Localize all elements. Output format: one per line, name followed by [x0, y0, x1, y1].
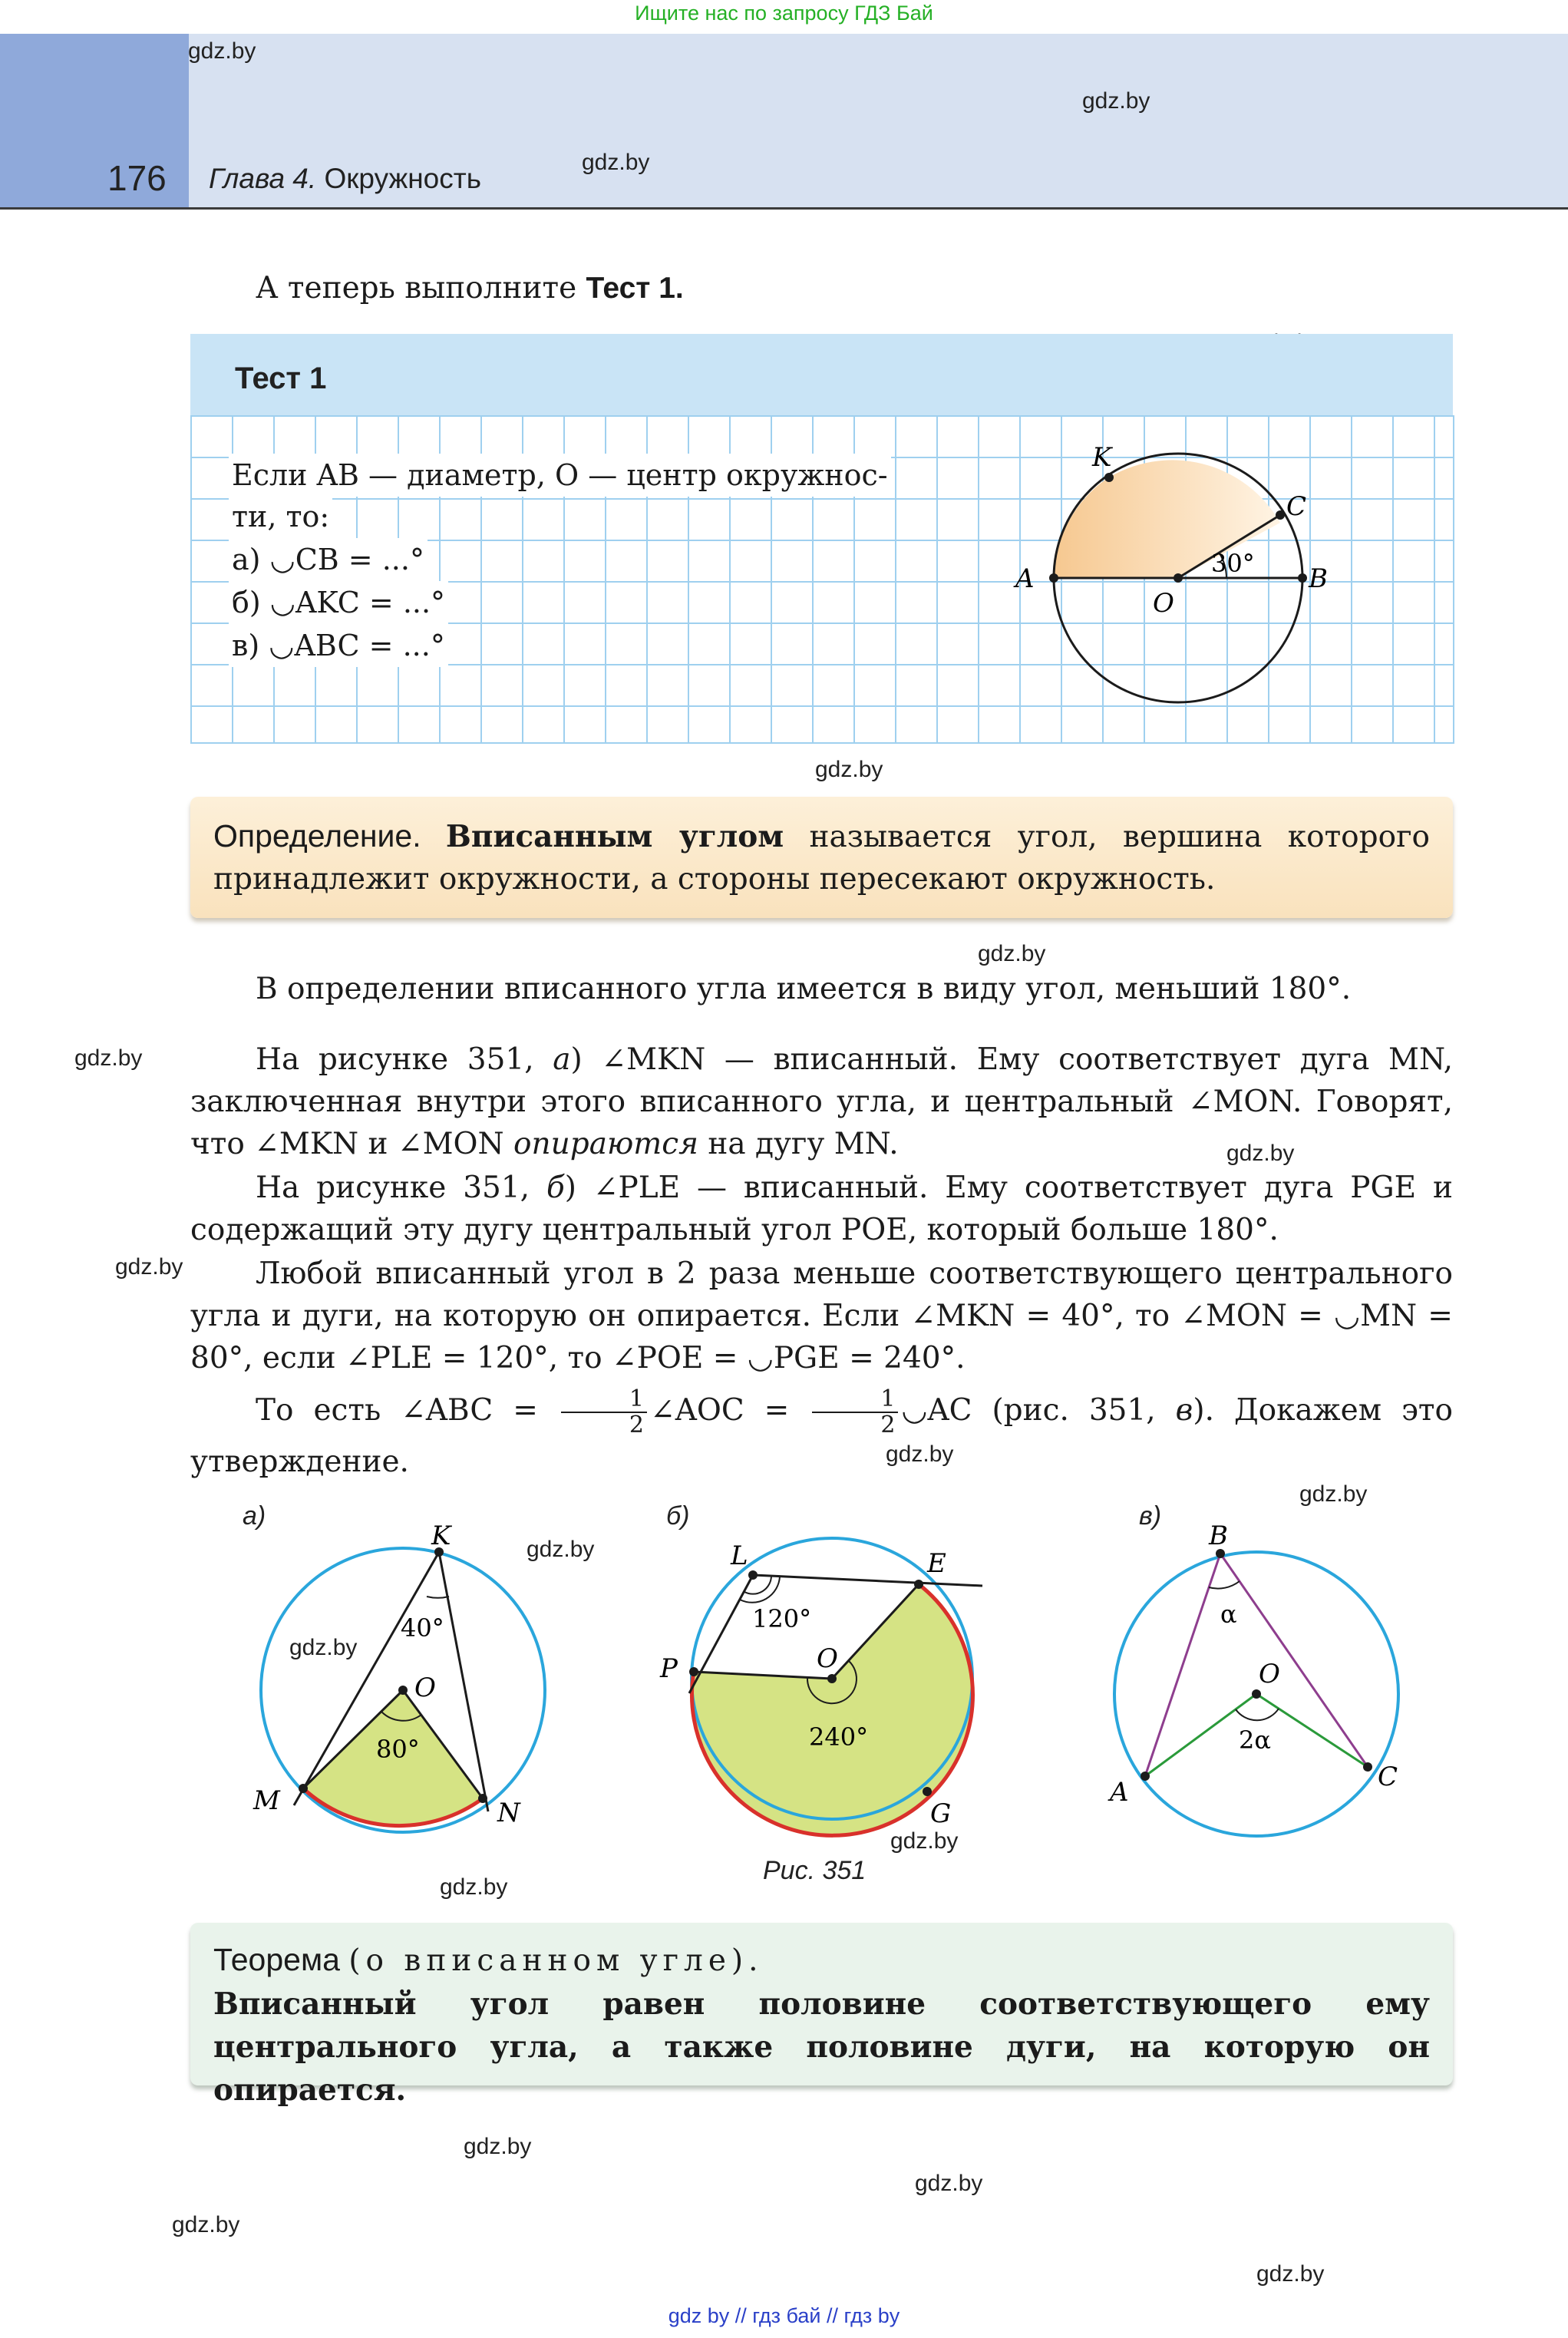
label-a: A — [1110, 1777, 1129, 1808]
watermark: gdz.by — [440, 1874, 508, 1900]
label-o: O — [1259, 1659, 1280, 1689]
watermark: gdz.by — [1226, 1141, 1295, 1166]
definition-term: Вписанным углом — [445, 819, 784, 854]
paragraph-1: В определении вписанного угла имеется в виду угол, меньший 180°. — [256, 972, 1352, 1006]
point-a — [1141, 1772, 1150, 1781]
figure-b-label: б) — [666, 1501, 690, 1531]
inscribed-angle-value: 40° — [401, 1613, 444, 1643]
test-item-b: б) ◡AKC = ...° — [229, 581, 448, 624]
label-g: G — [930, 1798, 952, 1829]
test-title: Тест 1 — [235, 362, 327, 395]
angle-arc-b — [1209, 1581, 1240, 1589]
watermark: gdz.by — [915, 2171, 983, 2196]
theorem-box — [190, 1923, 1453, 2108]
figure-a-label: а) — [243, 1501, 266, 1531]
watermark: gdz.by — [582, 150, 650, 175]
label-k: K — [431, 1521, 451, 1551]
point-m — [299, 1784, 308, 1793]
figure-351 — [0, 1504, 1568, 1888]
angle-label: 30° — [1211, 549, 1255, 578]
watermark: gdz.by — [289, 1635, 358, 1660]
paragraph-4: Любой вписанный угол в 2 раза меньше соответствующего центрального угла и дуги, на которую он опирается. Если ∠MKN = 40°, то ∠MON = ◡MN = 80°, если ∠PLE = 120°, то ∠POE = ◡PGE = 240°. — [190, 1257, 1453, 1375]
watermark: gdz.by — [172, 2212, 240, 2237]
intro-line: А теперь выполните Тест 1. — [256, 271, 684, 305]
figure-b — [659, 1538, 982, 1835]
label-o: O — [817, 1643, 838, 1674]
point-p — [689, 1667, 698, 1676]
footer-links[interactable]: gdz by // гдз бай // гдз by — [668, 2304, 900, 2327]
label-k: K — [1092, 442, 1112, 473]
watermark: gdz.by — [1082, 88, 1150, 114]
fraction-half: $\frac{1}{2}$ — [812, 1387, 898, 1438]
label-a: A — [1015, 563, 1035, 594]
test-figure — [190, 334, 1453, 742]
theorem-text — [213, 1938, 1430, 2112]
point-o — [1252, 1689, 1261, 1699]
test-item-a: а) ◡CB = ...° — [229, 538, 427, 581]
theorem-label: Теорема — [213, 1942, 349, 1977]
angle-arc-k — [427, 1597, 449, 1598]
top-banner[interactable]: Ищите нас по запросу ГДЗ Бай — [635, 2, 933, 25]
side-le — [753, 1575, 982, 1586]
point-l — [748, 1570, 758, 1580]
test-block — [190, 334, 1453, 742]
figure-a — [253, 1521, 545, 1832]
label-b: B — [1309, 563, 1328, 594]
paragraph-5: То есть ∠ABC = $\frac{1}{2}$ ∠AOC = $\frac{1}{2}$ ◡AC (рис. 351, в). Докажем это утверждение. — [190, 1385, 1453, 1479]
label-e: E — [927, 1548, 946, 1579]
watermark: gdz.by — [890, 1828, 959, 1854]
inscribed-angle-value: 120° — [752, 1604, 812, 1633]
central-angle-value: 2α — [1239, 1725, 1271, 1755]
central-angle-value: 80° — [376, 1735, 420, 1764]
theorem-subtitle: (о вписанном угле). — [348, 1943, 764, 1978]
point-o — [1174, 573, 1183, 583]
inscribed-angle-value: α — [1220, 1600, 1237, 1629]
label-o: O — [1153, 588, 1174, 619]
watermark: gdz.by — [1256, 2261, 1325, 2287]
point-c — [1276, 510, 1285, 520]
point-b — [1298, 573, 1307, 583]
watermark: gdz.by — [74, 1045, 143, 1071]
test-question-line2: ти, то: — [229, 495, 332, 538]
paragraph-2: На рисунке 351, а) ∠MKN — вписанный. Ему соответствует дуга MN, заключенная внутри этого вписанного угла, и центральный ∠MON. Говорят, что ∠MKN и ∠MON опираются на дугу MN. — [190, 1042, 1453, 1161]
theorem-statement: Вписанный угол равен половине соответствующего ему центрального угла, а также половине дуги, на которую он опирается. — [213, 1986, 1430, 2108]
point-k — [1104, 473, 1114, 482]
point-c — [1363, 1762, 1372, 1772]
point-a — [1049, 573, 1058, 583]
watermark: gdz.by — [115, 1254, 183, 1280]
test-question-line1: Если AB — диаметр, O — центр окружнос- — [229, 454, 891, 497]
angle-arc-o — [1236, 1709, 1279, 1720]
label-m: M — [253, 1785, 280, 1816]
point-o — [398, 1686, 408, 1695]
watermark: gdz.by — [464, 2134, 532, 2159]
definition-text: Определение. Вписанным углом называется угол, вершина которого принадлежит окружности, а стороны пересекают окружность. — [213, 818, 1430, 897]
label-p: P — [660, 1653, 678, 1684]
label-l: L — [731, 1541, 748, 1571]
figure-c-label: в) — [1139, 1501, 1162, 1531]
watermark: gdz.by — [1299, 1481, 1368, 1507]
watermark: gdz.by — [527, 1537, 595, 1562]
watermark: gdz.by — [978, 941, 1046, 966]
watermark: gdz.by — [188, 38, 256, 64]
label-o: O — [414, 1673, 436, 1703]
definition-label: Определение. — [213, 818, 446, 854]
paragraph-3: На рисунке 351, б) ∠PLE — вписанный. Ему соответствует дуга PGE и содержащий эту дугу центральный угол POE, который больше 180°. — [190, 1171, 1453, 1247]
label-c: C — [1286, 491, 1307, 522]
central-angle-value: 240° — [809, 1722, 869, 1752]
label-c: C — [1378, 1762, 1398, 1792]
chapter-title — [209, 163, 481, 195]
watermark: gdz.by — [886, 1441, 954, 1467]
point-g — [923, 1787, 932, 1796]
watermark: gdz.by — [815, 757, 883, 782]
point-e — [914, 1580, 923, 1589]
page-number: 176 — [107, 158, 167, 198]
point-n — [478, 1794, 487, 1803]
figure-c — [1108, 1521, 1398, 1836]
header-divider — [0, 207, 1568, 210]
figure-caption: Рис. 351 — [763, 1856, 867, 1885]
label-n: N — [497, 1798, 520, 1828]
test-item-c: в) ◡ABC = ...° — [229, 624, 448, 667]
radius-oc — [1256, 1694, 1368, 1767]
label-b: B — [1209, 1521, 1228, 1551]
point-o — [827, 1674, 837, 1683]
theorem-heading — [213, 1938, 1430, 1983]
definition-box — [190, 797, 1453, 918]
chapter-number: Глава 4. — [209, 163, 317, 194]
fraction-half: $\frac{1}{2}$ — [561, 1387, 647, 1438]
chapter-name: Окружность — [316, 163, 481, 194]
